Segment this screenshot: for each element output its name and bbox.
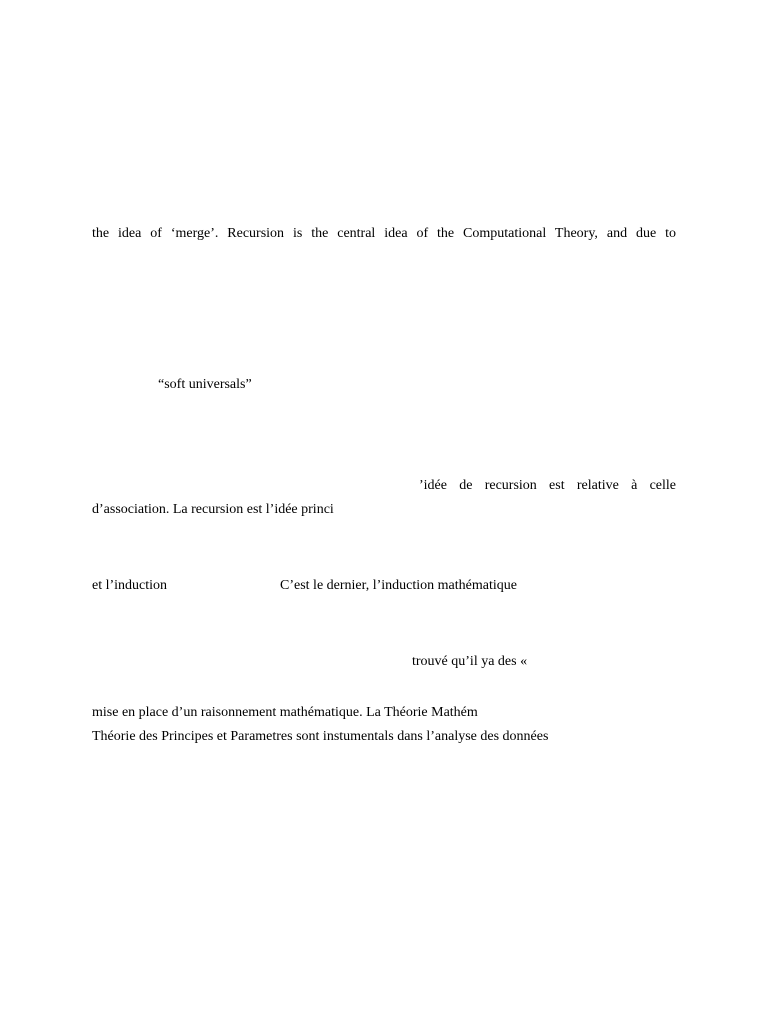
text-line-trouve: trouvé qu’il ya des «	[412, 654, 528, 669]
text-line-mise-en-place: mise en place d’un raisonnement mathématique. La Théorie Mathém	[92, 705, 478, 720]
text-line-soft-universals: “soft universals”	[158, 377, 252, 392]
text-line-dernier-induction: C’est le dernier, l’induction mathématique	[280, 578, 517, 593]
text-line-theorie-principes: Théorie des Principes et Parametres sont instumentals dans l’analyse des données	[92, 729, 549, 744]
text-line-induction: et l’induction	[92, 578, 168, 593]
text-line-association: d’association. La recursion est l’idée princi	[92, 502, 334, 517]
text-line-idee-de-recursion: ’idée de recursion est relative à celle	[419, 478, 676, 493]
text-line-merge-recursion: the idea of ‘merge’. Recursion is the central idea of the Computational Theory, and due to	[92, 226, 676, 241]
